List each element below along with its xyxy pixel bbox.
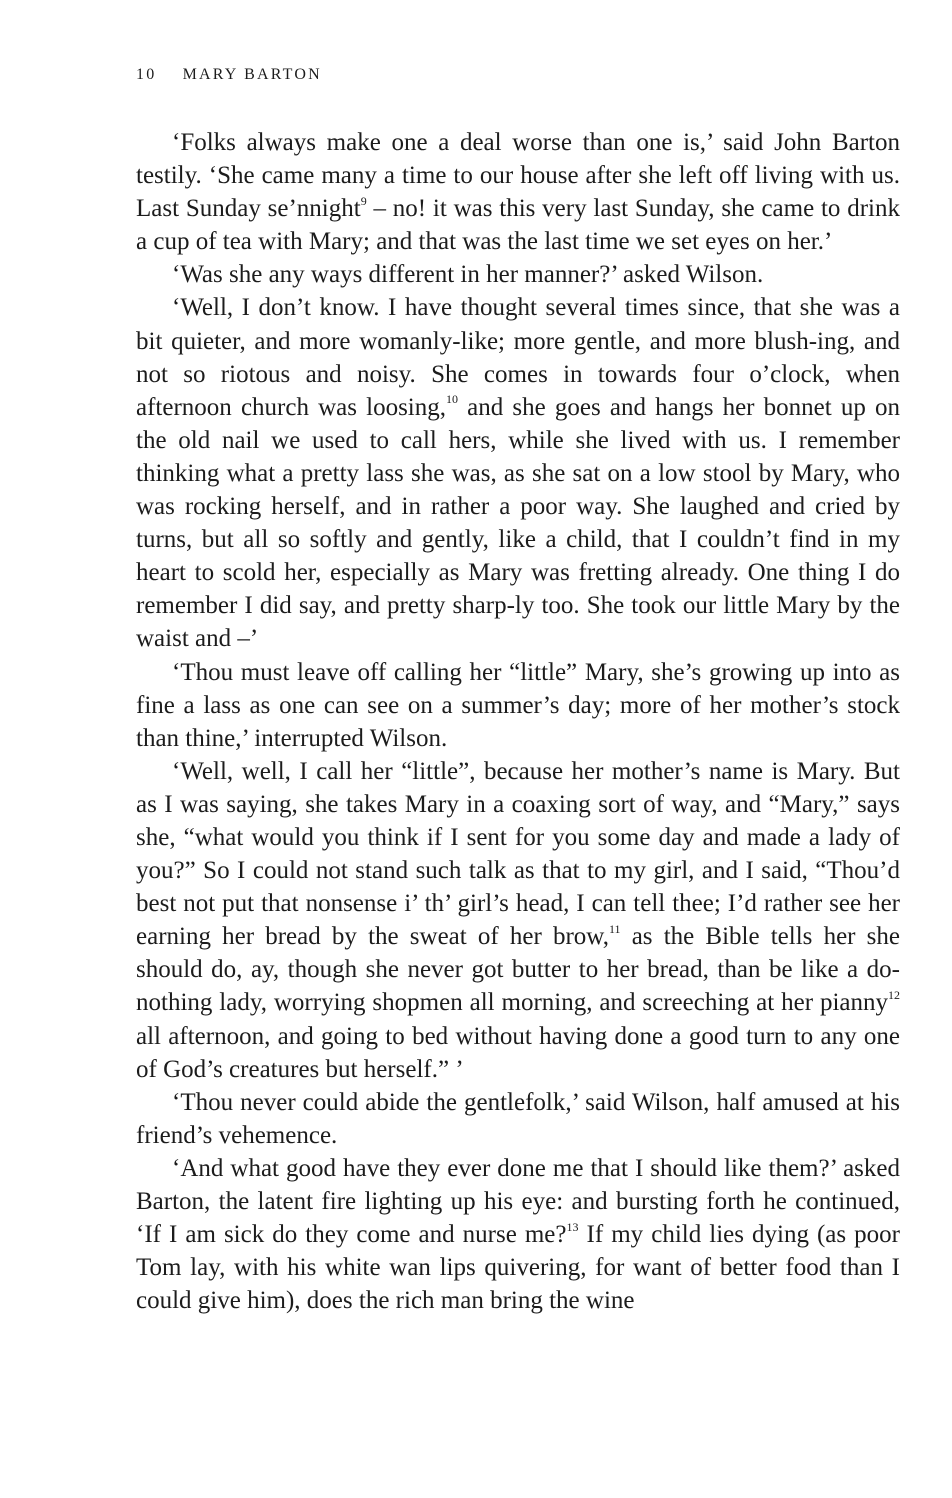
- running-header: [136, 66, 322, 84]
- paragraph-text: all afternoon, and going to bed without having done a good turn to any one of God’s creatures but herself.” ’: [136, 1022, 900, 1083]
- paragraph: [136, 755, 900, 1086]
- paragraph-text: ‘Well, well, I call her “little”, because her mother’s name is Mary. But as I was saying, she takes Mary in a coaxing sort of way, and “Mary,” says she, “what would you think if I sent for you some day and made a lady of you?” So I could not stand such talk as that to my girl, and I said, “Thou’d best not put that nonsense i’ th’ girl’s head, I can tell thee; I’d rather see her earning her bread by the sweat of her brow,: [136, 757, 900, 951]
- page-number: 10: [136, 66, 157, 83]
- paragraph-text: ‘Folks always make one a deal worse than one is,’ said John Barton testily. ‘She came many a time to our house after she left off living with us. Last Sunday se’nnight: [136, 129, 900, 223]
- paragraph: [136, 1086, 900, 1152]
- paragraph-text: ‘Well, I don’t know. I have thought several times since, that she was a bit quieter, and more womanly-like; more gentle, and more blush-ing, and not so riotous and noisy. She comes in towards four o’clock, when afternoon church was loosing,: [136, 294, 900, 421]
- paragraph-text: ‘And what good have they ever done me that I should like them?’ asked Barton, the latent fire lighting up his eye: and bursting forth he continued, ‘If I am sick do they come and nurse me?: [136, 1154, 900, 1249]
- footnote-marker: 13: [566, 1219, 579, 1234]
- paragraph-text: and she goes and hangs her bonnet up on the old nail we used to call hers, while she lived with us. I remember thinking what a pretty lass she was, as she sat on a low stool by Mary, who was rocking herself, and in rather a poor way. She laughed and cried by turns, but all so softly and gently, like a child, that I couldn’t find in my heart to scold her, especially as Mary was fretting already. One thing I do remember I did say, and pretty sharp-ly too. She took our little Mary by the waist and –’: [136, 393, 900, 653]
- paragraph-text: ‘Was she any ways different in her manner?’ asked Wilson.: [172, 261, 764, 289]
- paragraph-text: If my child lies dying (as poor Tom lay, with his white wan lips quivering, for want of better food than I could give him), does the rich man bring the wine: [136, 1221, 900, 1315]
- footnote-marker: 10: [446, 392, 459, 407]
- paragraph: [136, 1152, 900, 1317]
- paragraph-text: ‘Thou must leave off calling her “little” Mary, she’s growing up into as fine a lass as one can see on a summer’s day; more of her mother’s stock than thine,’ interrupted Wilson.: [136, 658, 900, 752]
- paragraph: [136, 291, 900, 655]
- footnote-marker: 12: [888, 988, 900, 1003]
- paragraph: [136, 656, 900, 755]
- paragraph-text: as the Bible tells her she should do, ay, though she never got butter to her bread, than be like a do-nothing lady, worrying shopmen all morning, and screeching at her pianny: [136, 923, 900, 1017]
- footnote-marker: 11: [608, 921, 621, 936]
- body-text: [136, 126, 900, 1317]
- running-title: MARY BARTON: [182, 66, 322, 83]
- footnote-marker: 9: [360, 193, 367, 208]
- paragraph: [136, 258, 900, 291]
- paragraph: [136, 126, 900, 258]
- paragraph-text: ‘Thou never could abide the gentlefolk,’ said Wilson, half amused at his friend’s vehemence.: [136, 1088, 900, 1149]
- paragraph-text: – no! it was this very last Sunday, she came to drink a cup of tea with Mary; and that was the last time we set eyes on her.’: [136, 195, 900, 256]
